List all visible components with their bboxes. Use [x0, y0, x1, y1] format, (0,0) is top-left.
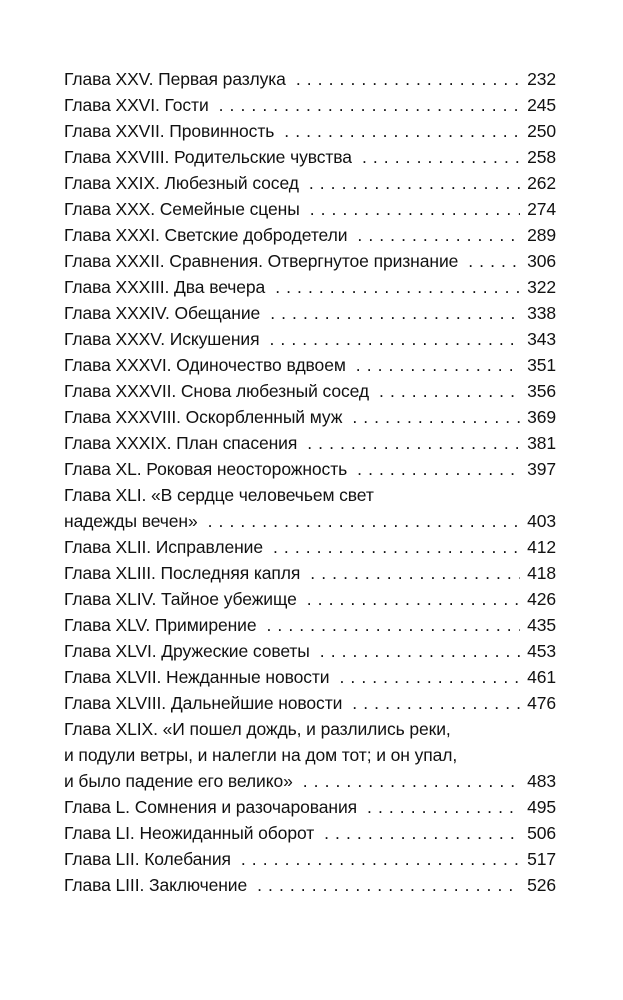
toc-entry-title: Глава XXV. Первая разлука [64, 69, 286, 89]
toc-entry-title: Глава XXXVIII. Оскорбленный муж [64, 407, 343, 427]
toc-entry [64, 352, 556, 378]
toc-entry-row [64, 664, 556, 690]
toc-entry-title: Глава XLVII. Нежданные новости [64, 667, 330, 687]
dot-leader [208, 508, 520, 534]
toc-entry-row [64, 248, 556, 274]
toc-entry [64, 300, 556, 326]
toc-entry [64, 404, 556, 430]
toc-entry-title: Глава XLIII. Последняя капля [64, 563, 301, 583]
toc-page-number: 245 [527, 95, 556, 115]
toc-entry [64, 586, 556, 612]
dot-leader [320, 638, 520, 664]
toc-entry [64, 92, 556, 118]
toc-page-number: 338 [527, 303, 556, 323]
toc-entry [64, 560, 556, 586]
toc-entry-row [64, 846, 556, 872]
toc-entry-row [64, 144, 556, 170]
toc-page-number: 412 [527, 537, 556, 557]
toc-entry-title: надежды вечен» [64, 511, 198, 531]
toc-entry-row [64, 66, 556, 92]
toc-entry [64, 274, 556, 300]
toc-page-number: 426 [527, 589, 556, 609]
dot-leader [356, 352, 520, 378]
toc-entry-title: Глава XXVII. Провинность [64, 121, 275, 141]
toc-page-number: 322 [527, 277, 556, 297]
dot-leader [310, 196, 520, 222]
toc-entry-title: Глава XLV. Примирение [64, 615, 257, 635]
dot-leader [362, 144, 520, 170]
toc-entry-title: Глава XXXIV. Обещание [64, 303, 261, 323]
toc-entry-row [64, 534, 556, 560]
toc-page-number: 418 [527, 563, 556, 583]
dot-leader [324, 820, 520, 846]
dot-leader [284, 118, 520, 144]
toc-entry-row [64, 872, 556, 898]
toc-entry-title: Глава LII. Колебания [64, 849, 231, 869]
dot-leader [357, 456, 520, 482]
toc-entry-row [64, 612, 556, 638]
dot-leader [310, 560, 520, 586]
toc-entry-title: Глава XLIV. Тайное убежище [64, 589, 297, 609]
toc-entry-row [64, 92, 556, 118]
toc-entry-title: Глава LI. Неожиданный оборот [64, 823, 315, 843]
toc-entry-row [64, 690, 556, 716]
toc-entry-row [64, 378, 556, 404]
toc-entry-title: Глава XLVI. Дружеские советы [64, 641, 310, 661]
dot-leader [309, 170, 520, 196]
dot-leader [273, 534, 520, 560]
toc-page-number: 526 [527, 875, 556, 895]
toc-entry [64, 144, 556, 170]
dot-leader [352, 690, 520, 716]
toc-entry-row [64, 560, 556, 586]
toc-entry-title: Глава XXXV. Искушения [64, 329, 260, 349]
toc-entry [64, 66, 556, 92]
toc-entry-title: Глава XXX. Семейные сцены [64, 199, 300, 219]
table-of-contents [64, 66, 556, 898]
toc-page-number: 476 [527, 693, 556, 713]
toc-entry [64, 170, 556, 196]
toc-entry-title-line: Глава XLIX. «И пошел дождь, и разлились реки, [64, 719, 451, 739]
toc-entry [64, 118, 556, 144]
toc-entry [64, 534, 556, 560]
toc-entry [64, 664, 556, 690]
toc-entry [64, 222, 556, 248]
dot-leader [257, 872, 520, 898]
toc-entry-row [64, 404, 556, 430]
toc-entry [64, 482, 556, 534]
dot-leader [339, 664, 520, 690]
toc-entry-title-line: и подули ветры, и налегли на дом тот; и он упал, [64, 745, 458, 765]
dot-leader [241, 846, 520, 872]
dot-leader [307, 430, 520, 456]
toc-entry [64, 716, 556, 794]
toc-page-number: 483 [527, 771, 556, 791]
toc-page-number: 381 [527, 433, 556, 453]
toc-page-number: 369 [527, 407, 556, 427]
toc-entry-row [64, 508, 556, 534]
toc-page-number: 495 [527, 797, 556, 817]
toc-entry-title: Глава XXXIX. План спасения [64, 433, 298, 453]
toc-entry-title: Глава XXXVI. Одиночество вдвоем [64, 355, 346, 375]
toc-page-number: 258 [527, 147, 556, 167]
toc-entry-title: Глава XXVIII. Родительские чувства [64, 147, 352, 167]
toc-page-number: 435 [527, 615, 556, 635]
toc-entry [64, 326, 556, 352]
toc-entry-title: Глава XXIX. Любезный сосед [64, 173, 299, 193]
toc-page-number: 351 [527, 355, 556, 375]
toc-page-number: 306 [527, 251, 556, 271]
toc-entry-row [64, 794, 556, 820]
toc-entry-title-line: Глава XLI. «В сердце человечьем свет [64, 485, 374, 505]
toc-entry-row [64, 170, 556, 196]
toc-entry-title: Глава L. Сомнения и разочарования [64, 797, 358, 817]
toc-entry [64, 248, 556, 274]
dot-leader [266, 612, 520, 638]
toc-page-number: 250 [527, 121, 556, 141]
toc-entry-row [64, 456, 556, 482]
toc-page-number: 274 [527, 199, 556, 219]
toc-entry-row [64, 820, 556, 846]
toc-entry-title: Глава XXXVII. Снова любезный сосед [64, 381, 370, 401]
dot-leader [367, 794, 520, 820]
toc-entry-title: Глава XL. Роковая неосторожность [64, 459, 348, 479]
dot-leader [307, 586, 520, 612]
dot-leader [219, 92, 520, 118]
toc-entry-row [64, 430, 556, 456]
toc-page-number: 232 [527, 69, 556, 89]
dot-leader [270, 300, 520, 326]
toc-page-number: 461 [527, 667, 556, 687]
toc-entry-row [64, 118, 556, 144]
dot-leader [468, 248, 520, 274]
toc-entry-row [64, 638, 556, 664]
toc-page-number: 343 [527, 329, 556, 349]
toc-page-number: 356 [527, 381, 556, 401]
toc-page-number: 517 [527, 849, 556, 869]
toc-entry-title: Глава XXXII. Сравнения. Отвергнутое признание [64, 251, 459, 271]
toc-entry-title: Глава XXVI. Гости [64, 95, 209, 115]
toc-entry [64, 430, 556, 456]
toc-page-number: 262 [527, 173, 556, 193]
toc-entry [64, 456, 556, 482]
toc-entry-title: Глава XXXI. Светские добродетели [64, 225, 348, 245]
toc-entry [64, 872, 556, 898]
toc-entry [64, 378, 556, 404]
toc-page-number: 289 [527, 225, 556, 245]
dot-leader [352, 404, 520, 430]
toc-entry [64, 846, 556, 872]
toc-page-number: 397 [527, 459, 556, 479]
toc-entry-row [64, 274, 556, 300]
toc-entry-row [64, 326, 556, 352]
toc-entry [64, 638, 556, 664]
toc-entry-title: Глава LIII. Заключение [64, 875, 248, 895]
toc-entry [64, 794, 556, 820]
toc-entry [64, 612, 556, 638]
toc-page-number: 403 [527, 511, 556, 531]
dot-leader [303, 768, 520, 794]
dot-leader [357, 222, 520, 248]
dot-leader [296, 66, 520, 92]
toc-entry-row [64, 768, 556, 794]
dot-leader [275, 274, 520, 300]
toc-entry-row [64, 300, 556, 326]
toc-entry-row [64, 586, 556, 612]
toc-entry-title: Глава XXXIII. Два вечера [64, 277, 266, 297]
toc-entry-row [64, 352, 556, 378]
toc-entry-title: Глава XLVIII. Дальнейшие новости [64, 693, 343, 713]
toc-page-number: 506 [527, 823, 556, 843]
toc-entry-title: и было падение его велико» [64, 771, 293, 791]
dot-leader [269, 326, 520, 352]
toc-entry [64, 820, 556, 846]
toc-entry [64, 690, 556, 716]
toc-entry [64, 196, 556, 222]
toc-entry-row [64, 222, 556, 248]
toc-entry-title: Глава XLII. Исправление [64, 537, 263, 557]
toc-page-number: 453 [527, 641, 556, 661]
dot-leader [379, 378, 520, 404]
toc-entry-row [64, 196, 556, 222]
